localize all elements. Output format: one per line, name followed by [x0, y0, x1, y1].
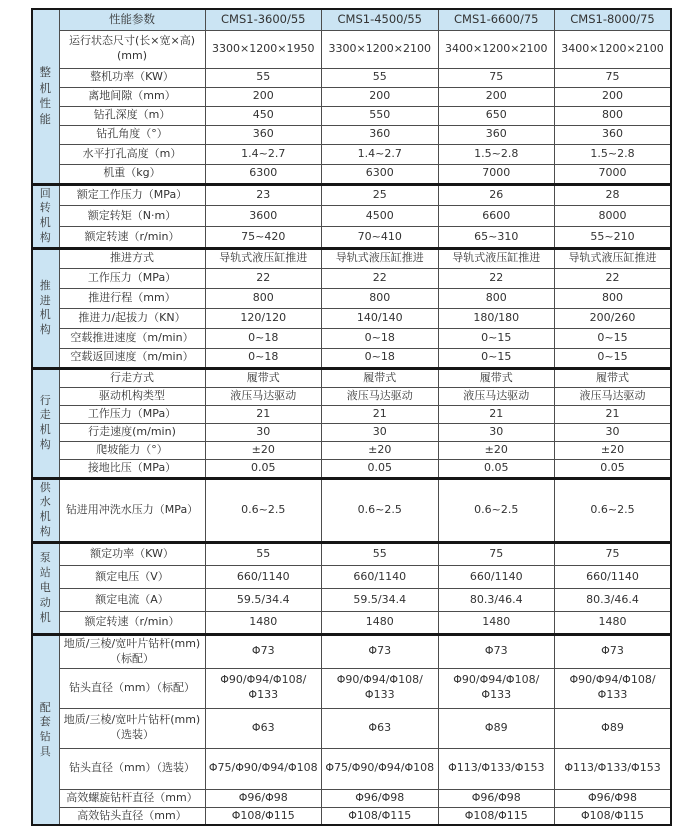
- table-row: [32, 807, 671, 825]
- value-cell: 4500: [322, 205, 439, 226]
- value-cell: 导轨式液压缸推进: [555, 248, 672, 268]
- param-cell: 钻孔深度（m）: [59, 106, 205, 125]
- value-cell: 140/140: [322, 308, 439, 328]
- value-cell: ±20: [438, 441, 555, 459]
- table-row: [32, 68, 671, 87]
- value-cell: 履带式: [438, 368, 555, 387]
- param-cell: 高效螺旋钻杆直径（mm）: [59, 789, 205, 807]
- value-cell: Φ63: [322, 708, 439, 748]
- group-label-cell: 推进机构: [32, 248, 59, 368]
- value-cell: Φ75/Φ90/Φ94/Φ108: [205, 748, 322, 789]
- value-cell: Φ89: [438, 708, 555, 748]
- value-cell: Φ90/Φ94/Φ108/Φ133: [438, 668, 555, 708]
- value-cell: 3300×1200×2100: [322, 30, 439, 68]
- value-cell: Φ63: [205, 708, 322, 748]
- param-cell: 额定转矩（N·m）: [59, 205, 205, 226]
- value-cell: 200: [555, 87, 672, 106]
- value-cell: 200: [205, 87, 322, 106]
- table-row: [32, 106, 671, 125]
- value-cell: 7000: [555, 164, 672, 184]
- value-cell: 导轨式液压缸推进: [438, 248, 555, 268]
- param-cell: 推进力/起拔力（KN）: [59, 308, 205, 328]
- param-cell: 空载推进速度（m/min）: [59, 328, 205, 348]
- param-cell: 高效钻头直径（mm）: [59, 807, 205, 825]
- value-cell: 0~15: [438, 348, 555, 368]
- value-cell: Φ75/Φ90/Φ94/Φ108: [322, 748, 439, 789]
- param-cell: 额定电流（A）: [59, 588, 205, 611]
- value-cell: 22: [555, 268, 672, 288]
- param-cell: 推进行程（mm）: [59, 288, 205, 308]
- param-cell: 运行状态尺寸(长×宽×高)(mm): [59, 30, 205, 68]
- param-cell: 水平打孔高度（m）: [59, 144, 205, 164]
- param-cell: 驱动机构类型: [59, 387, 205, 405]
- value-cell: 3300×1200×1950: [205, 30, 322, 68]
- value-cell: Φ90/Φ94/Φ108/Φ133: [205, 668, 322, 708]
- value-cell: Φ73: [205, 634, 322, 668]
- value-cell: 75: [438, 542, 555, 565]
- value-cell: 0~15: [555, 348, 672, 368]
- table-row: [32, 387, 671, 405]
- value-cell: 21: [438, 405, 555, 423]
- value-cell: Φ73: [322, 634, 439, 668]
- value-cell: 55: [322, 68, 439, 87]
- value-cell: 800: [438, 288, 555, 308]
- value-cell: 0~15: [438, 328, 555, 348]
- model-header-cell: CMS1-6600/75: [438, 9, 555, 30]
- value-cell: 1.4~2.7: [322, 144, 439, 164]
- value-cell: 75: [438, 68, 555, 87]
- param-cell: 推进方式: [59, 248, 205, 268]
- value-cell: 液压马达驱动: [555, 387, 672, 405]
- table-row: [32, 441, 671, 459]
- group-label-cell: 整机性能: [32, 9, 59, 184]
- param-cell: 钻头直径（mm）（选装）: [59, 748, 205, 789]
- table-row: [32, 478, 671, 542]
- model-header-cell: CMS1-3600/55: [205, 9, 322, 30]
- table-row: [32, 368, 671, 387]
- value-cell: 30: [322, 423, 439, 441]
- spec-table: [31, 8, 672, 826]
- model-header-cell: CMS1-4500/55: [322, 9, 439, 30]
- value-cell: 26: [438, 184, 555, 205]
- value-cell: 800: [322, 288, 439, 308]
- value-cell: 0.05: [322, 459, 439, 478]
- param-cell: 工作压力（MPa）: [59, 405, 205, 423]
- value-cell: 0~18: [205, 348, 322, 368]
- param-cell: 空载返回速度（m/min）: [59, 348, 205, 368]
- value-cell: 180/180: [438, 308, 555, 328]
- value-cell: 75: [555, 68, 672, 87]
- value-cell: 80.3/46.4: [438, 588, 555, 611]
- param-cell: 钻孔角度（°）: [59, 125, 205, 144]
- value-cell: 3400×1200×2100: [555, 30, 672, 68]
- table-row: [32, 588, 671, 611]
- value-cell: Φ89: [555, 708, 672, 748]
- param-cell: 机重（kg）: [59, 164, 205, 184]
- value-cell: 360: [205, 125, 322, 144]
- param-cell: 爬坡能力（°）: [59, 441, 205, 459]
- value-cell: 1480: [322, 611, 439, 634]
- table-row: [32, 748, 671, 789]
- value-cell: 液压马达驱动: [438, 387, 555, 405]
- value-cell: 360: [438, 125, 555, 144]
- value-cell: 导轨式液压缸推进: [322, 248, 439, 268]
- param-cell: 行走速度(m/min): [59, 423, 205, 441]
- table-row: [32, 87, 671, 106]
- model-header-cell: CMS1-8000/75: [555, 9, 672, 30]
- value-cell: 200/260: [555, 308, 672, 328]
- value-cell: 3600: [205, 205, 322, 226]
- value-cell: Φ90/Φ94/Φ108/Φ133: [322, 668, 439, 708]
- value-cell: 28: [555, 184, 672, 205]
- value-cell: 200: [438, 87, 555, 106]
- value-cell: 1480: [205, 611, 322, 634]
- value-cell: 0~18: [205, 328, 322, 348]
- value-cell: 0.6~2.5: [555, 478, 672, 542]
- table-row: [32, 288, 671, 308]
- table-row: [32, 308, 671, 328]
- value-cell: 550: [322, 106, 439, 125]
- param-cell: 钻头直径（mm）（标配）: [59, 668, 205, 708]
- value-cell: 液压马达驱动: [205, 387, 322, 405]
- value-cell: 0.6~2.5: [322, 478, 439, 542]
- value-cell: 导轨式液压缸推进: [205, 248, 322, 268]
- table-row: [32, 565, 671, 588]
- value-cell: Φ108/Φ115: [555, 807, 672, 825]
- value-cell: 21: [555, 405, 672, 423]
- value-cell: 22: [438, 268, 555, 288]
- value-cell: 65~310: [438, 227, 555, 248]
- value-cell: 21: [322, 405, 439, 423]
- table-row: [32, 668, 671, 708]
- value-cell: 履带式: [322, 368, 439, 387]
- value-cell: 0.6~2.5: [205, 478, 322, 542]
- value-cell: 55: [322, 542, 439, 565]
- group-label-cell: 供水机构: [32, 478, 59, 542]
- table-row: [32, 405, 671, 423]
- param-cell: 地质/三棱/宽叶片钻杆(mm)（标配）: [59, 634, 205, 668]
- value-cell: Φ73: [438, 634, 555, 668]
- value-cell: 6300: [205, 164, 322, 184]
- value-cell: 660/1140: [322, 565, 439, 588]
- group-label-cell: 配套钻具: [32, 634, 59, 825]
- table-row: [32, 423, 671, 441]
- table-row: [32, 611, 671, 634]
- value-cell: 0.05: [205, 459, 322, 478]
- param-cell: 额定转速（r/min）: [59, 611, 205, 634]
- param-cell: 钻进用冲洗水压力（MPa）: [59, 478, 205, 542]
- param-cell: 整机功率（KW）: [59, 68, 205, 87]
- value-cell: 59.5/34.4: [205, 588, 322, 611]
- value-cell: 800: [555, 288, 672, 308]
- value-cell: 55: [205, 542, 322, 565]
- value-cell: 450: [205, 106, 322, 125]
- value-cell: ±20: [555, 441, 672, 459]
- value-cell: 360: [322, 125, 439, 144]
- table-row: [32, 164, 671, 184]
- value-cell: 75~420: [205, 227, 322, 248]
- value-cell: 30: [205, 423, 322, 441]
- value-cell: ±20: [205, 441, 322, 459]
- value-cell: 6300: [322, 164, 439, 184]
- table-row: [32, 708, 671, 748]
- value-cell: 6600: [438, 205, 555, 226]
- value-cell: 1480: [438, 611, 555, 634]
- value-cell: Φ108/Φ115: [322, 807, 439, 825]
- param-cell: 行走方式: [59, 368, 205, 387]
- value-cell: 660/1140: [205, 565, 322, 588]
- value-cell: Φ90/Φ94/Φ108/Φ133: [555, 668, 672, 708]
- param-cell: 额定功率（KW）: [59, 542, 205, 565]
- table-row: [32, 459, 671, 478]
- table-row: [32, 789, 671, 807]
- value-cell: 360: [555, 125, 672, 144]
- value-cell: Φ73: [555, 634, 672, 668]
- value-cell: 22: [205, 268, 322, 288]
- value-cell: 25: [322, 184, 439, 205]
- table-row: [32, 268, 671, 288]
- group-label-cell: 回转机构: [32, 184, 59, 248]
- value-cell: Φ96/Φ98: [555, 789, 672, 807]
- param-cell: 额定转速（r/min）: [59, 227, 205, 248]
- table-row: [32, 328, 671, 348]
- value-cell: 1.4~2.7: [205, 144, 322, 164]
- value-cell: 0~15: [555, 328, 672, 348]
- value-cell: 30: [438, 423, 555, 441]
- param-cell: 额定电压（V）: [59, 565, 205, 588]
- value-cell: 1.5~2.8: [438, 144, 555, 164]
- value-cell: Φ113/Φ133/Φ153: [438, 748, 555, 789]
- value-cell: 660/1140: [555, 565, 672, 588]
- value-cell: Φ108/Φ115: [205, 807, 322, 825]
- value-cell: 22: [322, 268, 439, 288]
- param-cell: 工作压力（MPa）: [59, 268, 205, 288]
- value-cell: Φ96/Φ98: [438, 789, 555, 807]
- value-cell: 8000: [555, 205, 672, 226]
- value-cell: 55: [205, 68, 322, 87]
- param-cell: 接地比压（MPa）: [59, 459, 205, 478]
- param-cell: 额定工作压力（MPa）: [59, 184, 205, 205]
- value-cell: 3400×1200×2100: [438, 30, 555, 68]
- table-row: [32, 248, 671, 268]
- value-cell: 650: [438, 106, 555, 125]
- table-row: [32, 184, 671, 205]
- table-row: [32, 125, 671, 144]
- table-header-row: [32, 9, 671, 30]
- group-label-cell: 行走机构: [32, 368, 59, 478]
- value-cell: 液压马达驱动: [322, 387, 439, 405]
- table-row: [32, 348, 671, 368]
- value-cell: 1.5~2.8: [555, 144, 672, 164]
- value-cell: 0.05: [555, 459, 672, 478]
- value-cell: 0.6~2.5: [438, 478, 555, 542]
- group-label-cell: 泵站电动机: [32, 542, 59, 634]
- value-cell: 55~210: [555, 227, 672, 248]
- value-cell: 1480: [555, 611, 672, 634]
- value-cell: 23: [205, 184, 322, 205]
- value-cell: 80.3/46.4: [555, 588, 672, 611]
- value-cell: 660/1140: [438, 565, 555, 588]
- param-header-cell: 性能参数: [59, 9, 205, 30]
- param-cell: 地质/三棱/宽叶片钻杆(mm)（选装）: [59, 708, 205, 748]
- value-cell: Φ96/Φ98: [205, 789, 322, 807]
- value-cell: 21: [205, 405, 322, 423]
- table-row: [32, 205, 671, 226]
- value-cell: Φ113/Φ133/Φ153: [555, 748, 672, 789]
- value-cell: 0~18: [322, 328, 439, 348]
- value-cell: Φ108/Φ115: [438, 807, 555, 825]
- table-row: [32, 30, 671, 68]
- value-cell: Φ96/Φ98: [322, 789, 439, 807]
- param-cell: 离地间隙（mm）: [59, 87, 205, 106]
- value-cell: 30: [555, 423, 672, 441]
- value-cell: 800: [555, 106, 672, 125]
- table-row: [32, 542, 671, 565]
- table-row: [32, 144, 671, 164]
- value-cell: 7000: [438, 164, 555, 184]
- value-cell: 0.05: [438, 459, 555, 478]
- value-cell: 0~18: [322, 348, 439, 368]
- table-row: [32, 634, 671, 668]
- table-row: [32, 227, 671, 248]
- value-cell: 履带式: [555, 368, 672, 387]
- value-cell: 履带式: [205, 368, 322, 387]
- value-cell: ±20: [322, 441, 439, 459]
- value-cell: 75: [555, 542, 672, 565]
- value-cell: 59.5/34.4: [322, 588, 439, 611]
- spec-table-container: [31, 8, 672, 826]
- value-cell: 800: [205, 288, 322, 308]
- value-cell: 70~410: [322, 227, 439, 248]
- value-cell: 120/120: [205, 308, 322, 328]
- value-cell: 200: [322, 87, 439, 106]
